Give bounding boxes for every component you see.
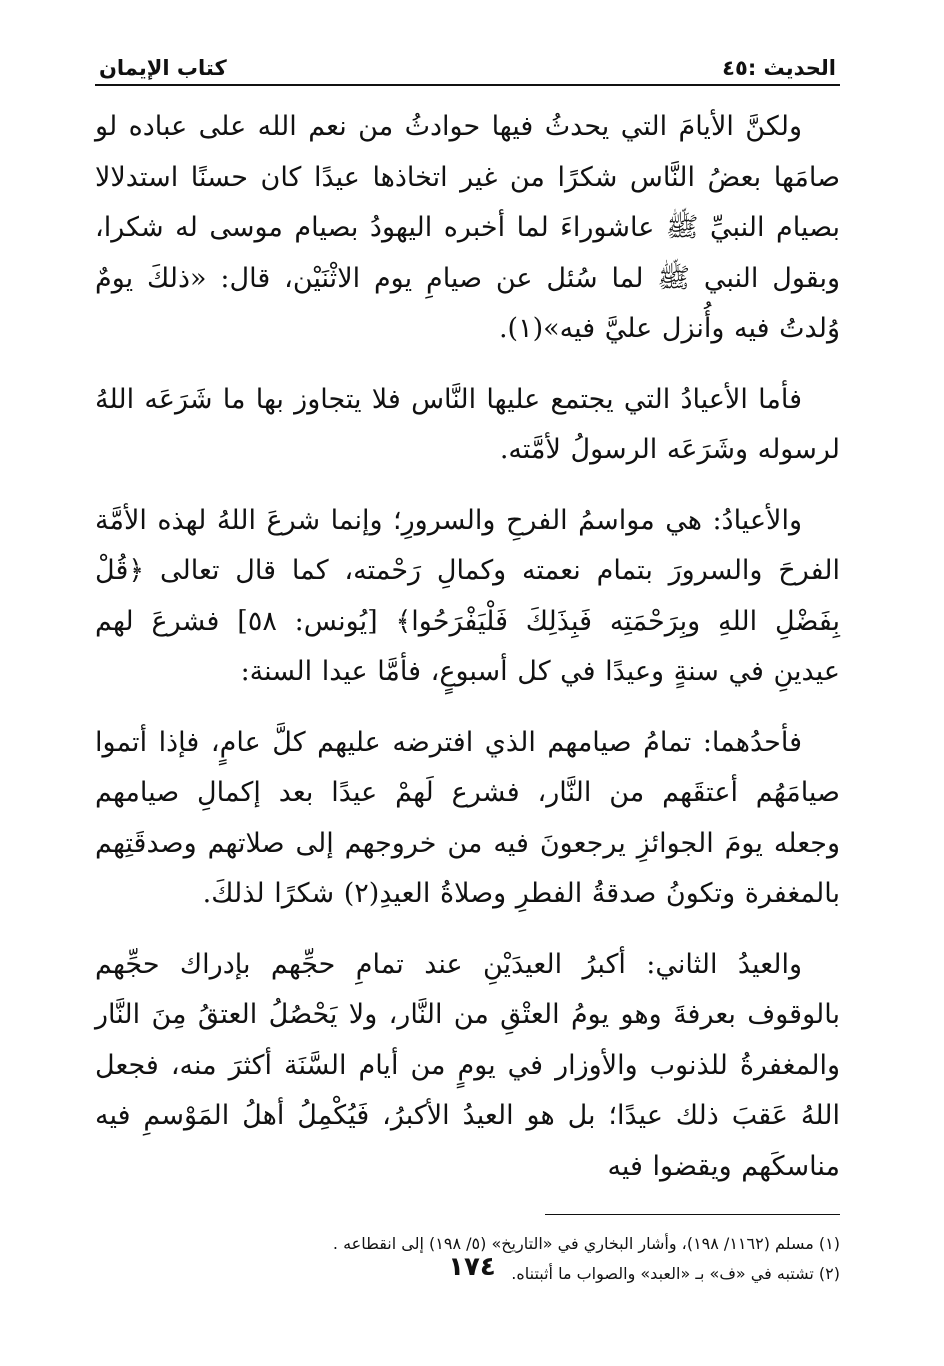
book-chapter-title: كتاب الإيمان — [99, 56, 227, 80]
page-number: ١٧٤ — [448, 1252, 496, 1282]
paragraph: فأما الأعيادُ التي يجتمع عليها النَّاس فلا يتجاوز بها ما شَرَعَه اللهُ لرسوله وشَرَعَه الرسولُ لأمَّته. — [95, 383, 840, 465]
paragraph: ولكنَّ الأيامَ التي يحدثُ فيها حوادثُ من نعم الله على عباده لو صامَها بعضُ النَّاس شكرًا من غير اتخاذها عيدًا كان حسنًا استدلالا بصيام النبيِّ ﷺ عاشوراءَ لما أخبره اليهودُ بصيام موسى له شكرا، وبقول النبي ﷺ لما سُئل عن صيامِ يوم الاثْنَيْن، قال: «ذلكَ يومٌ وُلدتُ فيه وأُنزل عليَّ فيه»(١). — [95, 111, 840, 344]
hadith-number-label: الحديث :٤٥ — [722, 56, 836, 80]
footnote: (١) مسلم (١١٦٢/ ١٩٨)، وأشار البخاري في «التاريخ» (٥/ ١٩٨) إلى انقطاعه . — [332, 1234, 840, 1253]
book-page — [95, 40, 840, 1289]
running-header — [95, 40, 840, 86]
footnote-separator — [545, 1214, 840, 1215]
paragraph: والأعيادُ: هي مواسمُ الفرحِ والسرورِ؛ وإنما شرعَ اللهُ لهذه الأمَّة الفرحَ والسرورَ بتمام نعمته وكمالِ رَحْمته، كما قال تعالى ﴿قُلْ بِفَضْلِ اللهِ وبِرَحْمَتِه فَبِذَلِكَ فَلْيَفْرَحُوا﴾ [يُونس: ٥٨] فشرعَ لهم عيدينِ في سنةٍ وعيدًا في كل أسبوعٍ، فأمَّا عيدا السنة: — [95, 504, 841, 687]
main-text — [95, 102, 840, 1192]
paragraph: فأحدُهما: تمامُ صيامهم الذي افترضه عليهم كلَّ عامٍ، فإذا أتموا صيامَهُم أعتقَهم من النَّار، فشرع لَهمْ عيدًا بعد إكمالِ صيامهم وجعله يومَ الجوائزِ يرجعونَ فيه من خروجهم إلى صلاتهم وصدقَتِهم بالمغفرة وتكونُ صدقةُ الفطرِ وصلاةُ العيدِ(٢) شكرًا لذلكَ. — [95, 726, 840, 909]
footnote: (٢) تشتبه في «ف» بـ «العبد» والصواب ما أثبتناه. — [511, 1264, 840, 1283]
paragraph: والعيدُ الثاني: أكبرُ العيدَيْنِ عند تمامِ حجِّهم بإدراك حجِّهم بالوقوف بعرفةَ وهو يومُ العتْقِ من النَّار، ولا يَحْصُلُ العتقُ مِنَ النَّار والمغفرةُ للذنوب والأوزار في يومٍ من أيام السَّنَة أكثرَ منه، فجعل اللهُ عَقبَ ذلك عيدًا؛ بل هو العيدُ الأكبرُ، فَيُكْمِلُ أهلُ المَوْسمِ فيه مناسكَهم ويقضوا فيه — [95, 948, 840, 1182]
